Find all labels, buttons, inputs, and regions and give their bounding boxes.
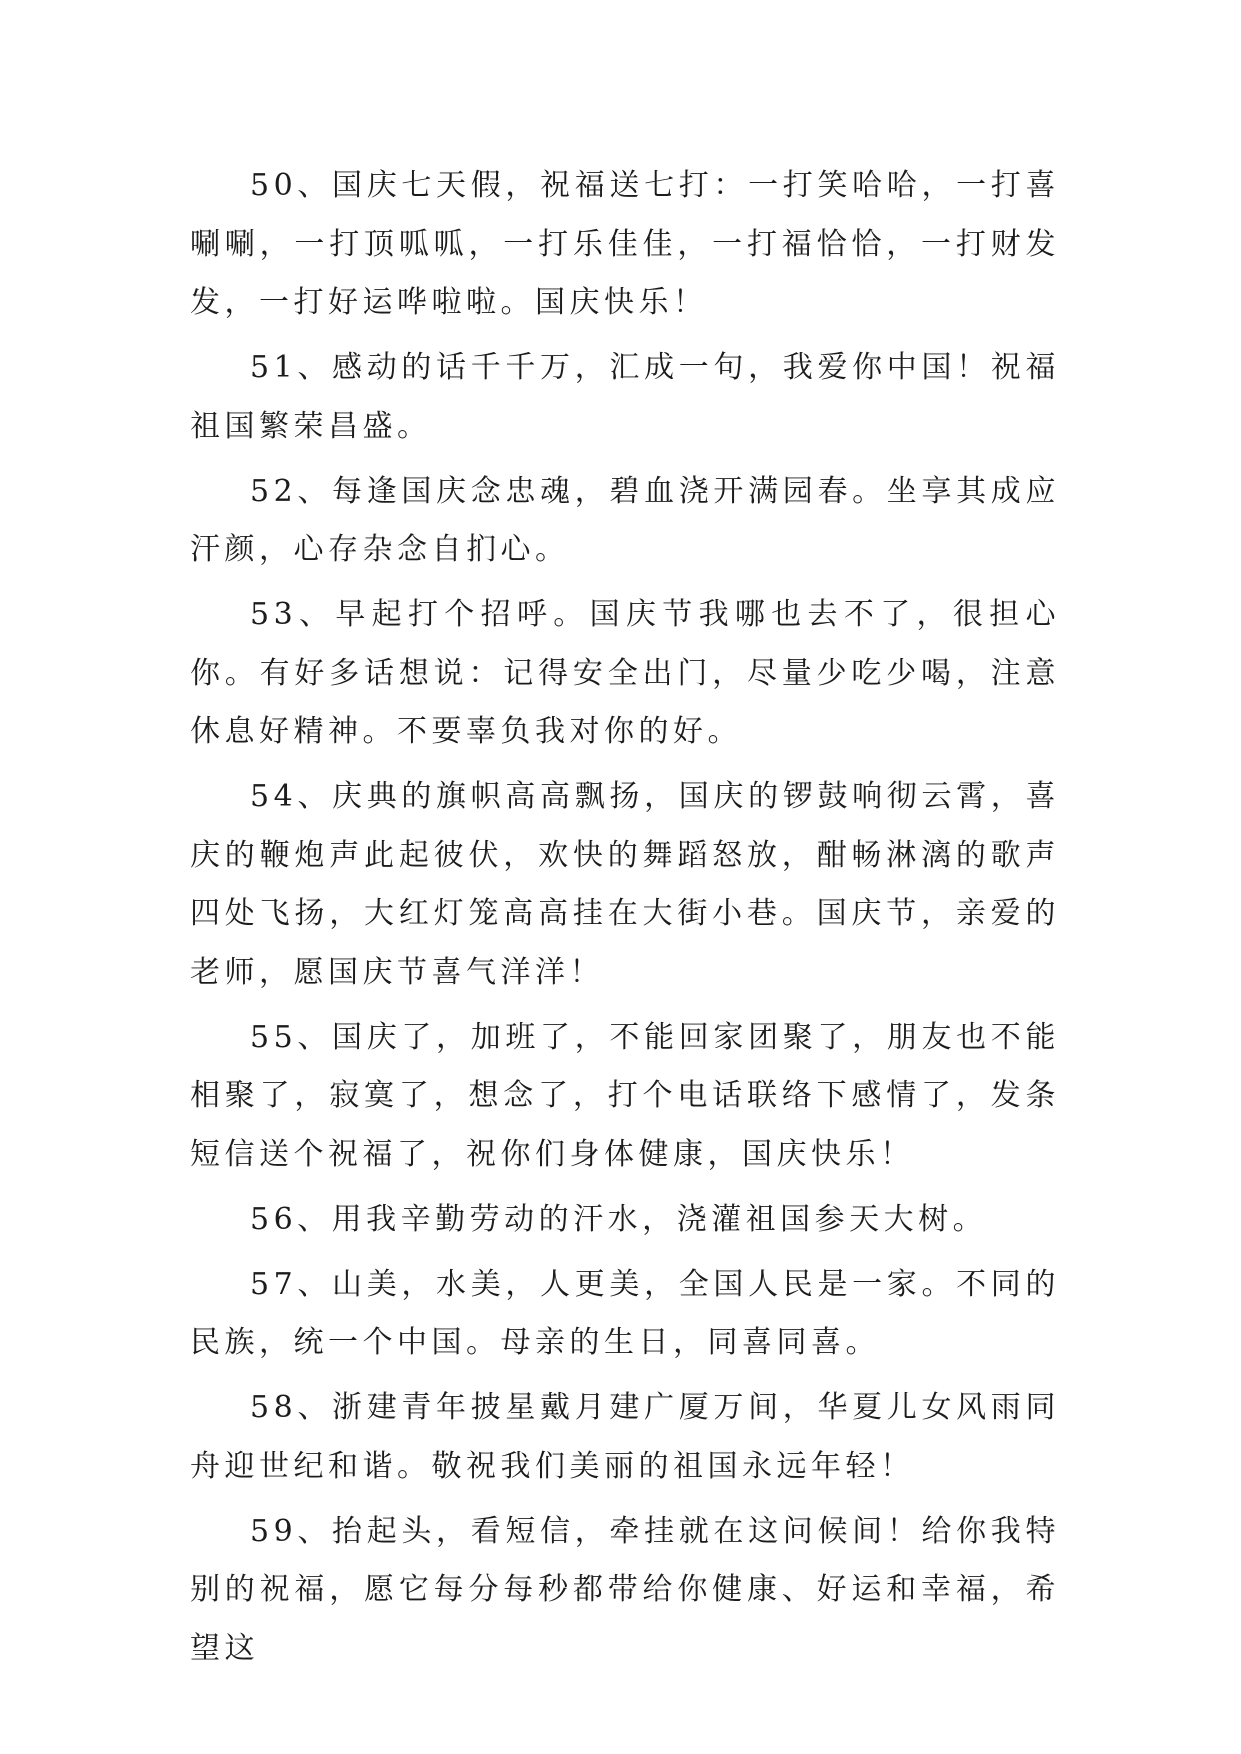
paragraph-57: 57、山美，水美，人更美，全国人民是一家。不同的民族，统一个中国。母亲的生日，同喜同喜。: [190, 1266, 1060, 1360]
paragraph-54: 54、庆典的旗帜高高飘扬，国庆的锣鼓响彻云霄，喜庆的鞭炮声此起彼伏，欢快的舞蹈怒放，酣畅淋漓的歌声四处飞扬，大红灯笼高高挂在大街小巷。国庆节，亲爱的老师，愿国庆节喜气洋洋！: [190, 779, 1060, 990]
paragraph-55: 55、国庆了，加班了，不能回家团聚了，朋友也不能相聚了，寂寞了，想念了，打个电话联络下感情了，发条短信送个祝福了，祝你们身体健康，国庆快乐！: [190, 1019, 1060, 1172]
paragraph-58: 58、浙建青年披星戴月建广厦万间，华夏儿女风雨同舟迎世纪和谐。敬祝我们美丽的祖国永远年轻！: [190, 1390, 1060, 1484]
document-body: [190, 157, 1060, 1685]
paragraph-53: 53、早起打个招呼。国庆节我哪也去不了，很担心你。有好多话想说：记得安全出门，尽量少吃少喝，注意休息好精神。不要辜负我对你的好。: [190, 597, 1060, 749]
paragraph-51: 51、感动的话千千万，汇成一句，我爱你中国！祝福祖国繁荣昌盛。: [190, 350, 1060, 444]
paragraph-59: 59、抬起头，看短信，牵挂就在这问候间！给你我特别的祝福，愿它每分每秒都带给你健康、好运和幸福，希望这: [190, 1513, 1060, 1666]
paragraph-52: 52、每逢国庆念忠魂，碧血浇开满园春。坐享其成应汗颜，心存杂念自扪心。: [190, 473, 1060, 567]
paragraph-56: 56、用我辛勤劳动的汗水，浇灌祖国参天大树。: [250, 1201, 988, 1237]
paragraph-50: 50、国庆七天假，祝福送七打：一打笑哈哈，一打喜唰唰，一打顶呱呱，一打乐佳佳，一打福恰恰，一打财发发，一打好运哗啦啦。国庆快乐！: [190, 168, 1060, 320]
